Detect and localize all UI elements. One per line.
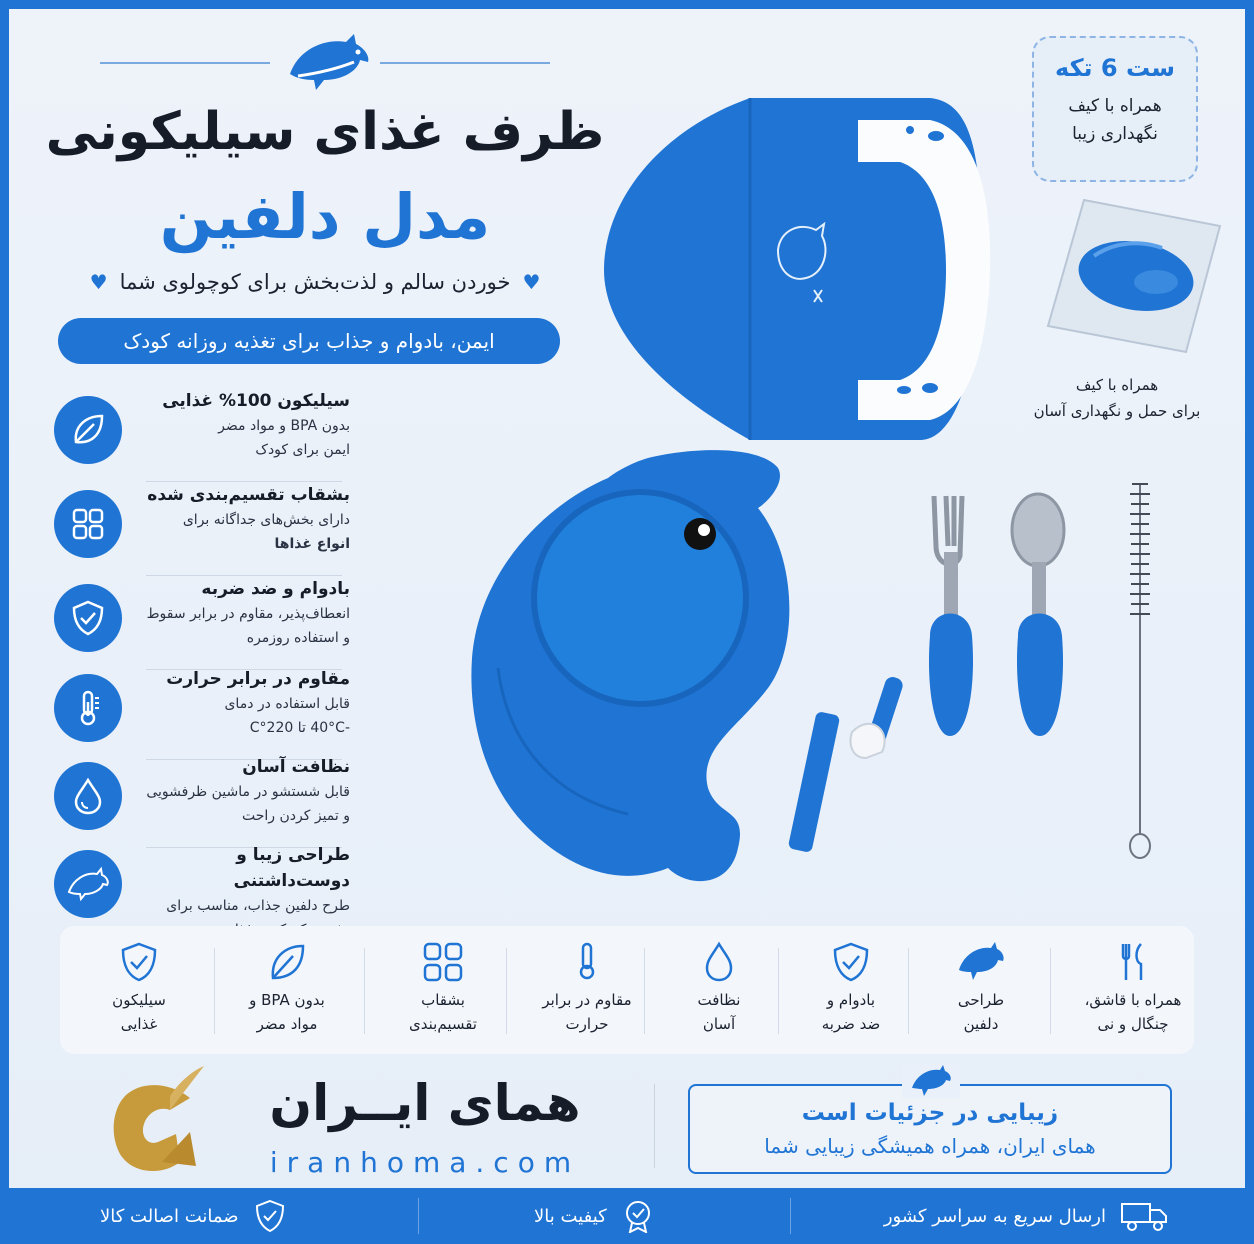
strip-item-dolphin: [922, 940, 1040, 1036]
set-line1: همراه با کیف: [1068, 96, 1162, 116]
strip-item-bpa-free: [228, 940, 346, 1036]
strip-item-heat: [528, 940, 646, 1036]
tagline-line2: همای ایران، همراه همیشگی زیبایی شما: [764, 1134, 1096, 1158]
strip-label: بشقاب تقسیم‌بندی: [409, 991, 477, 1033]
thermometer-icon: [565, 940, 609, 984]
brand-logo: [100, 1062, 210, 1178]
feature-title: مقاوم در برابر حرارت: [166, 669, 350, 689]
feature-desc: قابل استفاده در دمای: [224, 696, 350, 712]
footer-shipping-label: ارسال سریع به سراسر کشور: [883, 1205, 1106, 1227]
grid-icon: [421, 940, 465, 984]
header-divider-right: [380, 62, 550, 64]
silicone-bib-image: [600, 90, 1000, 450]
strip-label: همراه با قاشق، چنگال و نی: [1084, 991, 1182, 1033]
leaf-icon: [265, 940, 309, 984]
shield-check-icon: [253, 1199, 287, 1233]
dolphin-icon: [955, 940, 1007, 984]
straw-image: [782, 672, 922, 852]
bag-caption: [1012, 372, 1222, 424]
grid-icon: [54, 490, 122, 558]
feature-divided-plate: [50, 482, 350, 570]
feature-title: بادوام و ضد ضربه: [201, 579, 350, 599]
dolphin-icon: [902, 1064, 960, 1098]
storage-bag-image: [1044, 196, 1224, 356]
feature-desc: و تمیز کردن راحت: [241, 808, 350, 824]
strip-label: سیلیکون غذایی: [112, 991, 166, 1033]
divider: [214, 948, 215, 1034]
feature-desc: و استفاده روزمره: [246, 630, 350, 646]
set-title: ست 6 تکه: [1055, 54, 1175, 82]
bag-caption-line2: برای حمل و نگهداری آسان: [1033, 402, 1201, 420]
feature-desc: -40°C تا 220°C: [249, 720, 350, 736]
brand-name: همای ایــران: [269, 1074, 581, 1132]
droplet-icon: [697, 940, 741, 984]
feature-desc: انعطاف‌پذیر، مقاوم در برابر سقوط: [146, 606, 350, 622]
feature-food-grade-silicone: [50, 388, 350, 476]
feature-title: نظافت آسان: [242, 757, 350, 777]
heart-icon: ♥: [89, 270, 108, 294]
brand-url[interactable]: iranhoma.com: [269, 1146, 581, 1179]
divider: [418, 1198, 419, 1234]
tagline-pill: ایمن، بادوام و جذاب برای تغذیه روزانه کودک: [58, 318, 560, 364]
footer-bar: [0, 1188, 1254, 1244]
droplet-icon: [54, 762, 122, 830]
shield-check-icon: [117, 940, 161, 984]
feature-desc: طرح دلفین جذاب، مناسب برای: [166, 898, 350, 914]
tagline-line1: زیبایی در جزئیات است: [801, 1100, 1059, 1126]
set-box: [1032, 36, 1198, 182]
leaf-icon: [54, 396, 122, 464]
feature-easy-cleaning: [50, 754, 350, 842]
header-divider-left: [100, 62, 270, 64]
footer-quality-label: کیفیت بالا: [534, 1205, 607, 1227]
dolphin-plate-image: [468, 448, 798, 894]
dolphin-icon: [54, 850, 122, 918]
strip-item-durable: [792, 940, 910, 1036]
heart-icon: ♥: [522, 270, 541, 294]
footer-quality: [534, 1188, 655, 1244]
feature-title: سیلیکون 100% غذایی: [162, 391, 350, 411]
feature-desc: بدون BPA و مواد مضر: [218, 418, 350, 434]
fork-spoon-image: [920, 486, 1080, 746]
shield-check-icon: [829, 940, 873, 984]
dolphin-icon: [284, 30, 374, 94]
model-title: مدل دلفین: [159, 180, 491, 253]
page-title: ظرف غذای سیلیکونی: [45, 102, 605, 162]
cutlery-icon: [1111, 940, 1155, 984]
feature-desc: انواع غذاها: [274, 536, 350, 552]
footer-guarantee-label: ضمانت اصالت کالا: [100, 1205, 239, 1227]
strip-item-cleaning: [660, 940, 778, 1036]
feature-desc: قابل شستشو در ماشین ظرفشویی: [146, 784, 350, 800]
strip-item-cutlery: [1074, 940, 1192, 1036]
thermometer-icon: [54, 674, 122, 742]
strip-label: نظافت آسان: [697, 991, 741, 1033]
strip-label: طراحی دلفین: [957, 991, 1005, 1033]
strip-label: بادوام و ضد ضربه: [821, 991, 881, 1033]
badge-icon: [621, 1199, 655, 1233]
strip-item-divided: [384, 940, 502, 1036]
divider: [1050, 948, 1051, 1034]
feature-title: طراحی زیبا و دوست‌داشتنی: [233, 845, 350, 891]
feature-heat-resistant: [50, 666, 350, 754]
feature-desc: ایمن برای کودک: [255, 442, 350, 458]
divider: [506, 948, 507, 1034]
strip-label: بدون BPA و مواد مضر: [249, 991, 325, 1033]
footer-shipping: [884, 1188, 1168, 1244]
divider: [790, 1198, 791, 1234]
subtitle: [50, 270, 580, 294]
shield-check-icon: [54, 584, 122, 652]
footer-guarantee: [100, 1188, 287, 1244]
benefits-strip: [60, 926, 1194, 1054]
feature-dolphin-design: [50, 842, 350, 930]
cleaning-brush-image: [1118, 474, 1162, 864]
divider: [364, 948, 365, 1034]
bag-caption-line1: همراه با کیف: [1075, 376, 1159, 394]
feature-durable: [50, 576, 350, 664]
divider: [654, 1084, 655, 1168]
strip-item-food-silicone: [80, 940, 198, 1036]
strip-label: مقاوم در برابر حرارت: [542, 991, 632, 1033]
subtitle-text: خوردن سالم و لذت‌بخش برای کوچولوی شما: [119, 270, 511, 294]
feature-desc: دارای بخش‌های جداگانه برای: [182, 512, 350, 528]
feature-title: بشقاب تقسیم‌بندی شده: [147, 485, 350, 505]
truck-icon: [1120, 1200, 1168, 1232]
divider: [778, 948, 779, 1034]
set-line2: نگهداری زیبا: [1072, 124, 1158, 144]
